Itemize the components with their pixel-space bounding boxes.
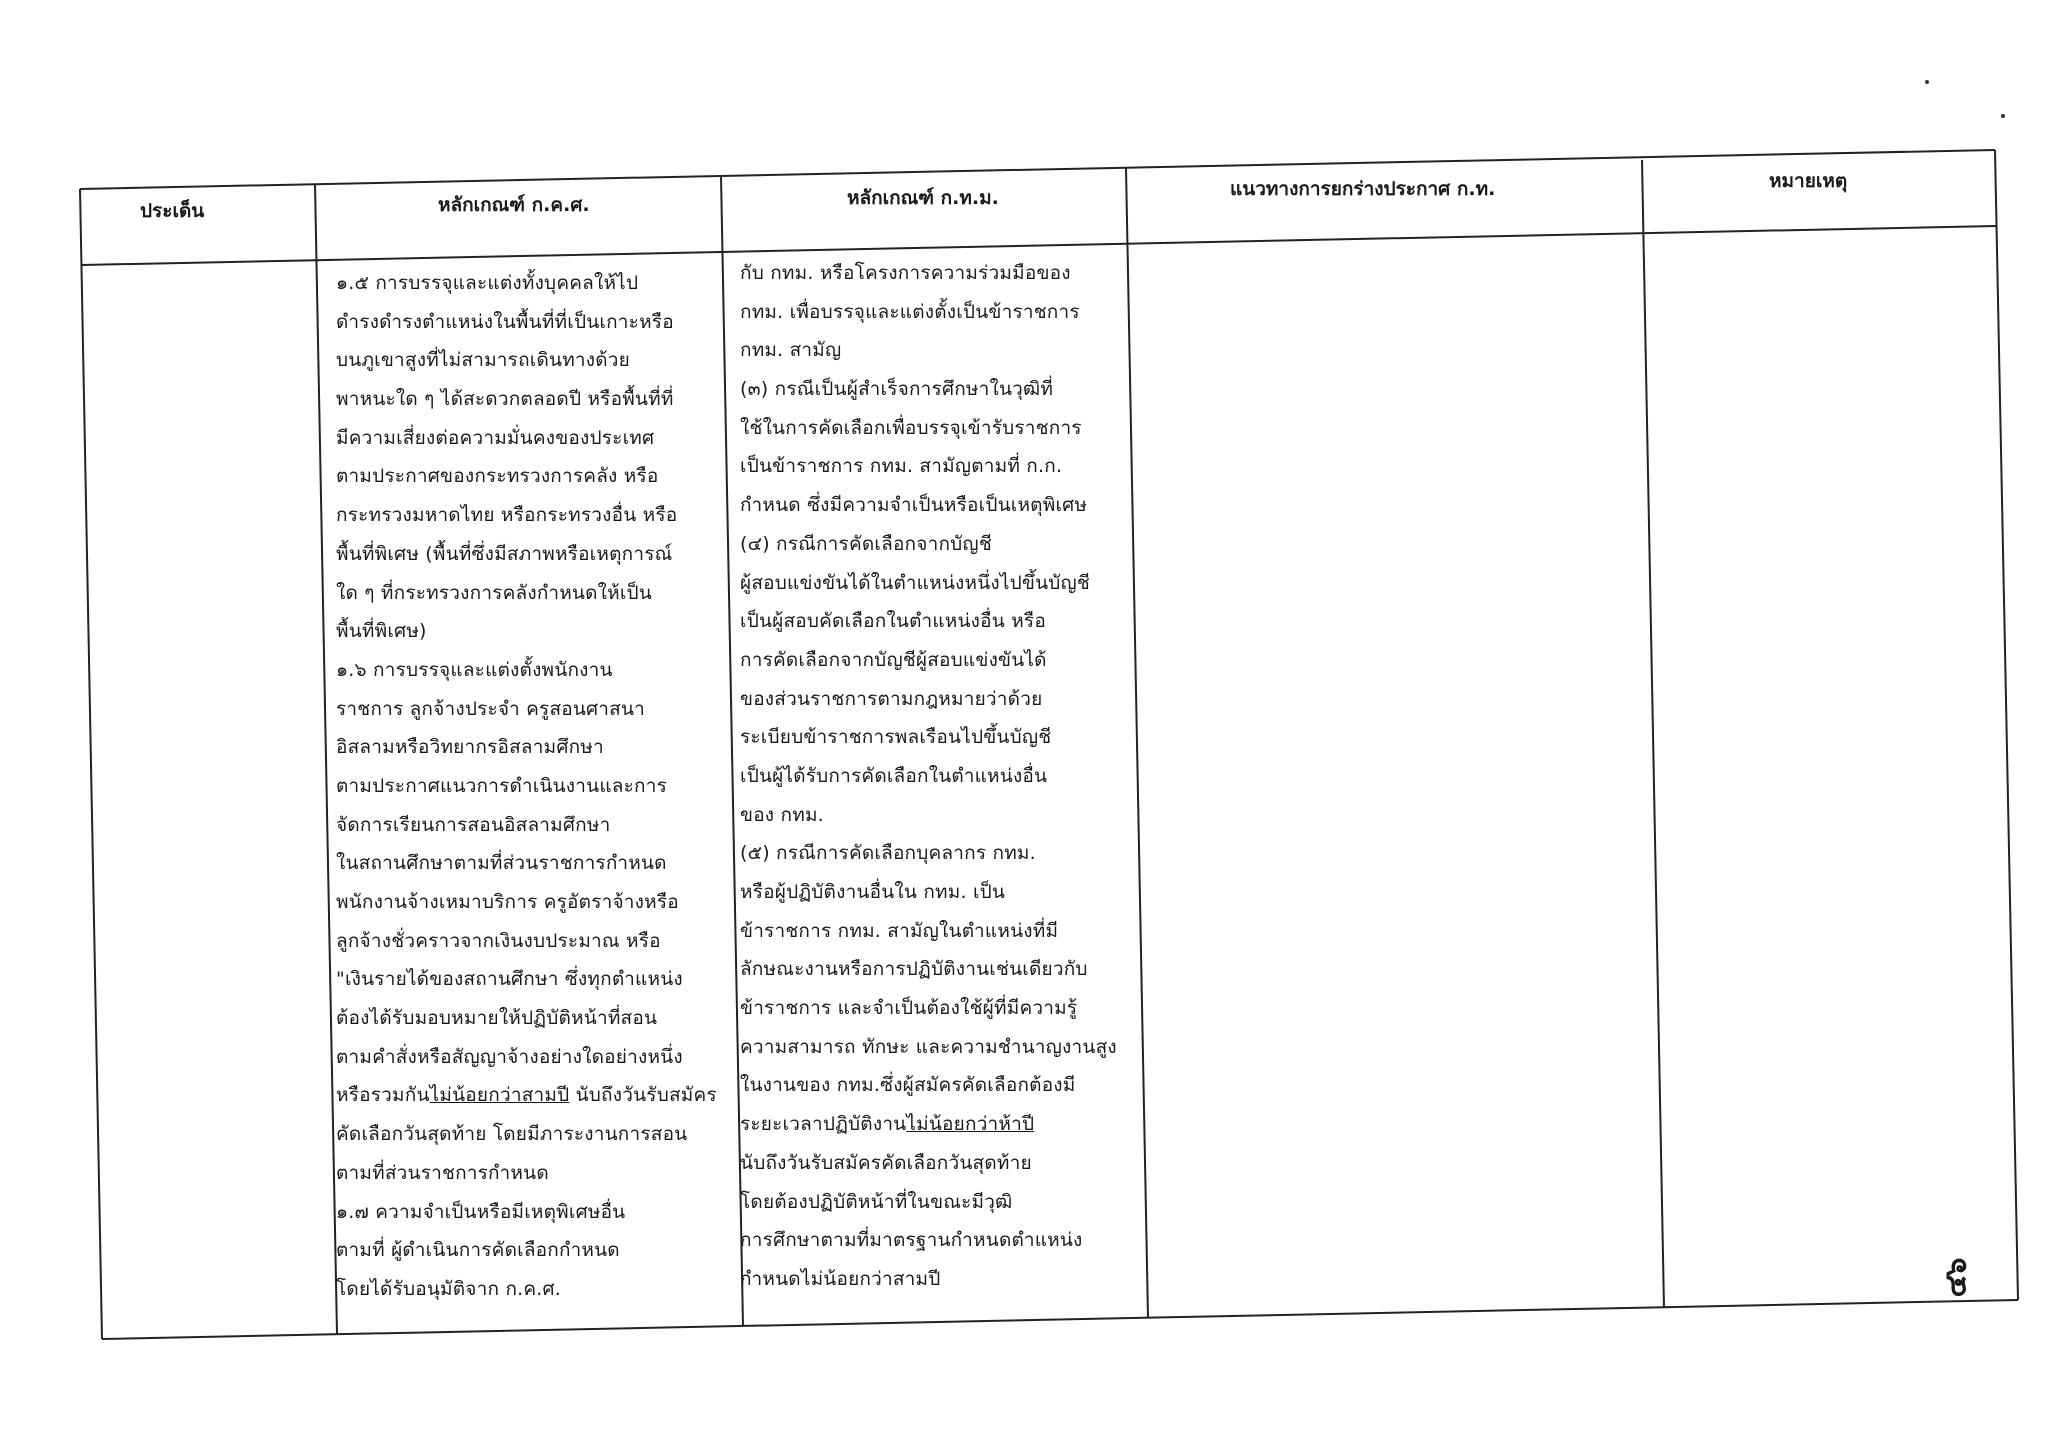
okthm-line-underlined: ระยะเวลาปฏิบัติงานไม่น้อยกว่าห้าปี [740,1113,1035,1136]
okthm-line: ใช้ในการคัดเลือกเพื่อบรรจุเข้ารับราชการ [740,416,1082,439]
okthm-line: ผู้สอบแข่งขันได้ในตำแหน่งหนึ่งไปขึ้นบัญชี [740,571,1091,594]
okthm-line: หรือผู้ปฏิบัติงานอื่นใน กทม. เป็น [740,881,1006,903]
okthm-line: การศึกษาตามที่มาตรฐานกำหนดตำแหน่ง [740,1229,1083,1252]
okkso-line: ใด ๆ ที่กระทรวงการคลังกำหนดให้เป็น [336,581,652,604]
okthm-line: ข้าราชการ กทม. สามัญในตำแหน่งที่มี [740,919,1059,942]
okkso-line: พื้นที่พิเศษ) [336,620,427,643]
okthm-line: กับ กทม. หรือโครงการความร่วมมือของ [740,262,1071,284]
okkso-column-text [336,264,717,1309]
okkso-line: ๑.๕ การบรรจุและแต่งทั้งบุคคลให้ไป [336,272,639,294]
underlined-phrase: ไม่น้อยกว่าสามปี [429,1084,570,1107]
header-guideline: แนวทางการยกร่างประกาศ ก.ท. [1230,178,1496,200]
okkso-line: อิสลามหรือวิทยากรอิสลามศึกษา [336,736,604,759]
okthm-line: ลักษณะงานหรือการปฏิบัติงานเช่นเดียวกับ [740,958,1088,981]
okkso-line-underlined: หรือรวมกันไม่น้อยกว่าสามปี นับถึงวันรับสมัคร [336,1084,717,1107]
okkso-line: พื้นที่พิเศษ (พื้นที่ซึ่งมีสภาพหรือเหตุการณ์ [336,542,673,565]
okkso-line: ลูกจ้างชั่วคราวจากเงินงบประมาณ หรือ [336,929,661,952]
okthm-line: กทม. สามัญ [740,339,842,362]
header-okthm: หลักเกณฑ์ ก.ท.ม. [847,187,999,209]
okkso-line: กระทรวงมหาดไทย หรือกระทรวงอื่น หรือ [336,504,678,527]
okthm-line: ระเบียบข้าราชการพลเรือนไปขึ้นบัญชี [740,726,1052,749]
okkso-line: ๑.๖ การบรรจุและแต่งตั้งพนักงาน [336,658,613,681]
col-divider-3 [1126,168,1148,1318]
table-left-border [80,189,102,1339]
okthm-line: ข้าราชการ และจำเป็นต้องใช้ผู้ที่มีความรู้ [740,997,1078,1020]
okkso-line: ตามประกาศแนวการดำเนินงานและการ [336,774,668,797]
okkso-line: โดยได้รับอนุมัติจาก ก.ค.ศ. [336,1277,562,1300]
okthm-line: กทม. เพื่อบรรจุและแต่งตั้งเป็นข้าราชการ [740,300,1080,323]
okthm-line: ในงานของ กทม.ซึ่งผู้สมัครคัดเลือกต้องมี [740,1074,1076,1097]
okthm-line: (๕) กรณีการคัดเลือกบุคลากร กทม. [740,842,1036,865]
okkso-line: บนภูเขาสูงที่ไม่สามารถเดินทางด้วย [336,349,631,372]
okthm-column-text [740,254,1117,1299]
okkso-line: ในสถานศึกษาตามที่ส่วนราชการกำหนด [336,852,667,875]
okkso-line: มีความเสี่ยงต่อความมั่นคงของประเทศ [336,426,655,449]
okthm-line: เป็นข้าราชการ กทม. สามัญตามที่ ก.ก. [740,455,1063,478]
okthm-line: กำหนดไม่น้อยกว่าสามปี [740,1267,941,1290]
col-divider-4 [1642,160,1664,1308]
okkso-line: ต้องได้รับมอบหมายให้ปฏิบัติหน้าที่สอน [336,1007,658,1030]
okkso-line: คัดเลือกวันสุดท้าย โดยมีภาระงานการสอน [336,1123,688,1146]
header-remarks: หมายเหตุ [1769,170,1848,192]
okthm-line: ความสามารถ ทักษะ และความชำนาญงานสูง [740,1035,1117,1058]
okkso-line: ตามที่ ผู้ดำเนินการคัดเลือกกำหนด [336,1239,620,1262]
okkso-line: ราชการ ลูกจ้างประจำ ครูสอนศาสนา [336,697,646,720]
table-top-border [80,150,1995,189]
table-right-border [1995,150,2018,1300]
okthm-line: โดยต้องปฏิบัติหน้าที่ในขณะมีวุฒิ [740,1190,1013,1213]
okkso-line: ๑.๗ ความจำเป็นหรือมีเหตุพิเศษอื่น [336,1200,626,1223]
okkso-line: ตามที่ส่วนราชการกำหนด [336,1161,549,1184]
okkso-line: ตามประกาศของกระทรวงการคลัง หรือ [336,465,659,488]
okthm-line: นับถึงวันรับสมัครคัดเลือกวันสุดท้าย [740,1151,1032,1174]
underlined-phrase: ไม่น้อยกว่าห้าปี [906,1113,1035,1136]
okkso-line: ตามคำสั่งหรือสัญญาจ้างอย่างใดอย่างหนึ่ง [336,1045,683,1068]
okthm-line: ของส่วนราชการตามกฎหมายว่าด้วย [740,687,1043,710]
header-okkso: หลักเกณฑ์ ก.ค.ศ. [438,194,590,216]
okthm-line: เป็นผู้สอบคัดเลือกในตำแหน่งอื่น หรือ [740,610,1046,633]
okkso-line: พาหนะใด ๆ ได้สะดวกตลอดปี หรือพื้นที่ที่ [336,388,674,411]
okthm-line: กำหนด ซึ่งมีความจำเป็นหรือเป็นเหตุพิเศษ [740,494,1088,517]
okkso-line: พนักงานจ้างเหมาบริการ ครูอัตราจ้างหรือ [336,891,679,913]
okthm-line: ของ กทม. [740,803,824,826]
okthm-line: (๔) กรณีการคัดเลือกจากบัญชี [740,532,992,555]
col-divider-1 [315,184,337,1334]
page-number-mark: ๔๖ [1938,1259,1974,1298]
okthm-line: การคัดเลือกจากบัญชีผู้สอบแข่งขันได้ [740,648,1047,671]
okthm-line: เป็นผู้ได้รับการคัดเลือกในตำแหน่งอื่น [740,764,1048,787]
okthm-line: (๓) กรณีเป็นผู้สำเร็จการศึกษาในวุฒิที่ [740,378,1054,401]
okkso-line: "เงินรายได้ของสถานศึกษา ซึ่งทุกตำแหน่ง [336,968,683,991]
header-issue: ประเด็น [140,200,205,222]
okkso-line: จัดการเรียนการสอนอิสลามศึกษา [336,813,611,836]
okkso-line: ดำรงดำรงตำแหน่งในพื้นที่ที่เป็นเกาะหรือ [336,310,674,333]
